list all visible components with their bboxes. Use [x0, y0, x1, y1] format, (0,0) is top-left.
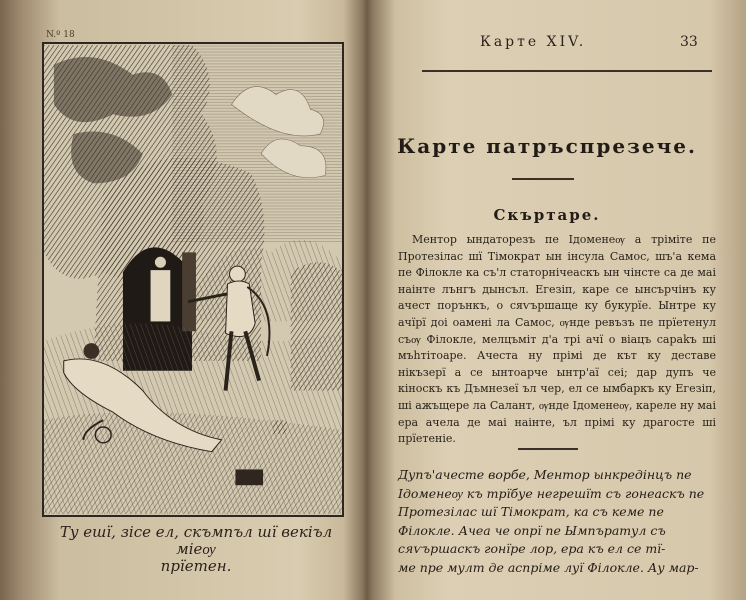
- body-line: сяѵършаскъ гонїре лор, ера къ ел се тї-: [398, 541, 666, 556]
- left-page: [0, 0, 362, 600]
- body-line-text: ме пре мулт де аспріме луї Філокле. Ау: [398, 559, 665, 575]
- body-text: [398, 466, 718, 577]
- summary-paragraph: Ментор ындаторезъ пе Ідоменеѹ а тріміте пе Протезілас шї Тімократ ын інсула Самос, шъ'а кема пе Філокле ка съ'л статорнічеаскъ ын чінсте са де маі наінте лънгъ дынсъл. Егезіп, каре се ынсърчінъ ку ачест порънкъ, о сяѵършаще ку букурїе. Ынтре ку ачїрї доі оамені ла Самос, ѹнде ревъзъ пе прїетенул съѹ Філокле, мелцъміт д'а трі ачї о віацъ сараkъ ші мъhтітоаре. Ачеста ну прімі де кът ку деставе нікъзерї а се ынтоарче ынтр'аї сеі; дар дупъ че кіноскъ къ Дъмнезеї ъл чер, ел се ымбаркъ ку Егезіп, ші ажъщере ла Салант, ѹнде Ідоменеѹ, карелe ну маі ера ачела де маі наінте, ъл прімі ку драгосте ші прїетеніе.: [398, 233, 716, 446]
- plate-number: N.º 18: [46, 30, 75, 40]
- running-title: Карте XIV.: [480, 34, 587, 50]
- title-rule: [512, 178, 574, 180]
- catchword: мар-: [668, 559, 699, 575]
- page-number: 33: [680, 34, 698, 50]
- engraving-illustration: [44, 44, 342, 515]
- summary-title: Скъртаре.: [493, 206, 601, 224]
- caption-line: прїетен.: [160, 557, 232, 575]
- body-line: Дупъ'ачесте ворбе, Ментор ынкредінцъ пе: [398, 467, 692, 482]
- chapter-summary: [398, 232, 716, 448]
- running-header: [362, 32, 746, 54]
- body-line: Протезілас шї Тімократ, ка съ кеме пе: [398, 504, 664, 519]
- chapter-title: Карте патръспрезече.: [397, 134, 697, 158]
- plate-caption: [46, 524, 346, 575]
- engraving-plate: [42, 42, 344, 517]
- caption-line: Ту ешї, зісе ел, скъмпъл шї векіъл міеѹ: [59, 523, 333, 558]
- body-line: [398, 559, 718, 578]
- section-rule: [518, 448, 578, 450]
- header-rule: [422, 70, 712, 72]
- body-line: Філокле. Ачеа че опрї пе Ымпъратул съ: [398, 522, 666, 538]
- right-page: [362, 0, 746, 600]
- body-line: Ідоменеѹ къ трїбуе негрешїт съ гонеаскъ пе: [398, 485, 705, 501]
